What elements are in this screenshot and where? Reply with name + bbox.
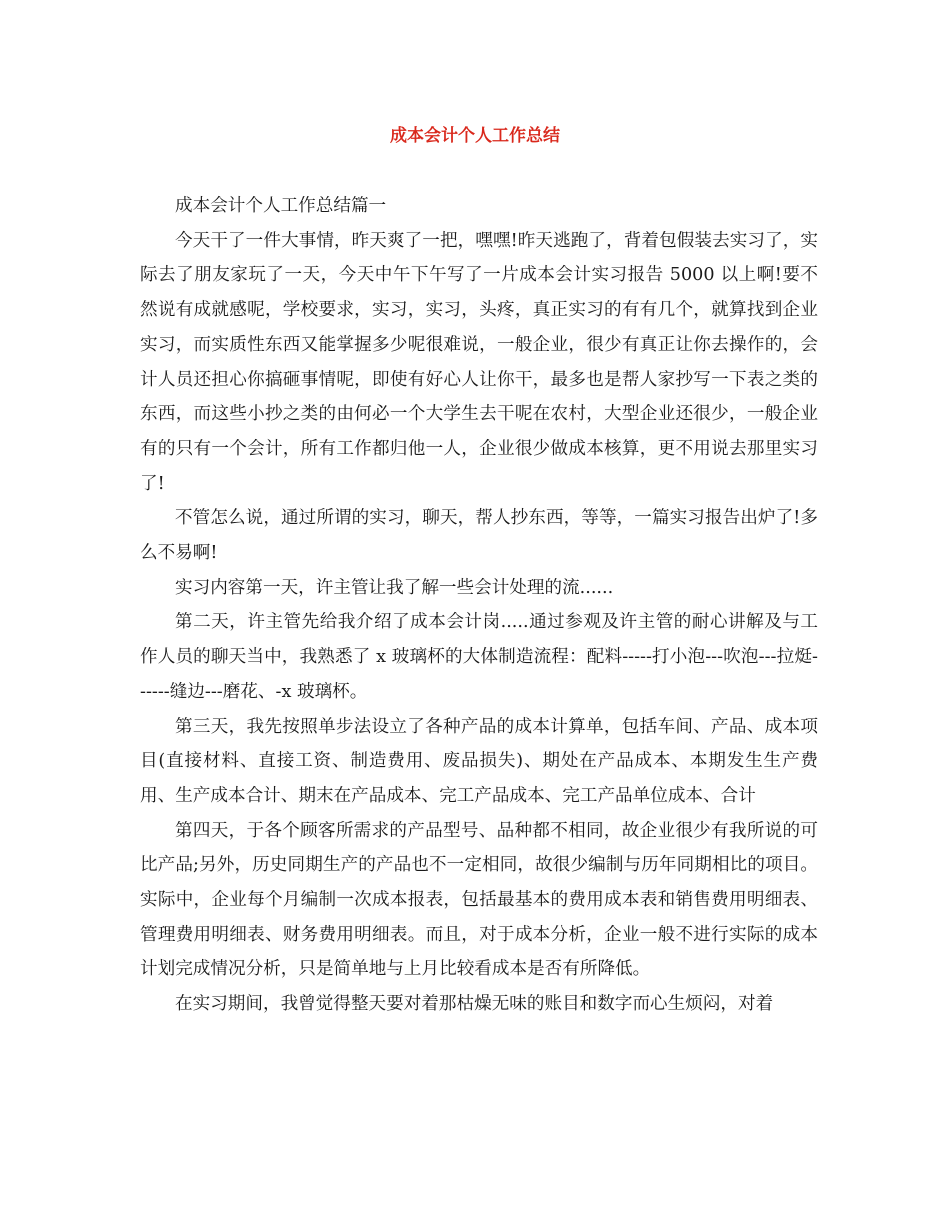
paragraph-subtitle: 成本会计个人工作总结篇一: [175, 196, 387, 216]
paragraph: 不管怎么说，通过所谓的实习，聊天，帮人抄东西，等等，一篇实习报告出炉了!多么不易啊!: [140, 508, 818, 564]
document-title: 成本会计个人工作总结: [390, 126, 560, 146]
paragraph: 第二天，许主管先给我介绍了成本会计岗.....通过参观及许主管的耐心讲解及与工作人员的聊天当中，我熟悉了 x 玻璃杯的大体制造流程：配料-----打小泡---吹泡---拉烶------缝边---磨花、-x 玻璃杯。: [140, 612, 818, 702]
paragraph: 在实习期间，我曾觉得整天要对着那枯燥无味的账目和数字而心生烦闷，对着: [175, 994, 774, 1015]
paragraph: 今天干了一件大事情，昨天爽了一把，嘿嘿!昨天逃跑了，背着包假装去实习了，实际去了朋友家玩了一天，今天中午下午写了一片成本会计实习报告 5000 以上啊!要不然说有成就感呢，学校要求，实习，实习，头疼，真正实习的有有几个，就算找到企业实习，而实质性东西又能掌握多少呢很难说，一般企业，很少有真正让你去操作的，会计人员还担心你搞砸事情呢，即使有好心人让你干，最多也是帮人家抄写一下表之类的东西，而这些小抄之类的由何必一个大学生去干呢在农村，大型企业还很少，一般企业有的只有一个会计，所有工作都归他一人，企业很少做成本核算，更不用说去那里实习了!: [140, 230, 818, 494]
paragraph: 第四天，于各个顾客所需求的产品型号、品种都不相同，故企业很少有我所说的可比产品;另外，历史同期生产的产品也不一定相同，故很少编制与历年同期相比的项目。实际中，企业每个月编制一次成本报表，包括最基本的费用成本表和销售费用明细表、管理费用明细表、财务费用明细表。而且，对于成本分析，企业一般不进行实际的成本计划完成情况分析，只是简单地与上月比较看成本是否有所降低。: [140, 820, 818, 980]
paragraph: 实习内容第一天，许主管让我了解一些会计处理的流......: [175, 577, 614, 598]
document-body: [140, 189, 818, 1022]
paragraph: 第三天，我先按照单步法设立了各种产品的成本计算单，包括车间、产品、成本项目(直接材料、直接工资、制造费用、废品损失)、期处在产品成本、本期发生生产费用、生产成本合计、期末在产品成本、完工产品成本、完工产品单位成本、合计: [140, 716, 818, 806]
